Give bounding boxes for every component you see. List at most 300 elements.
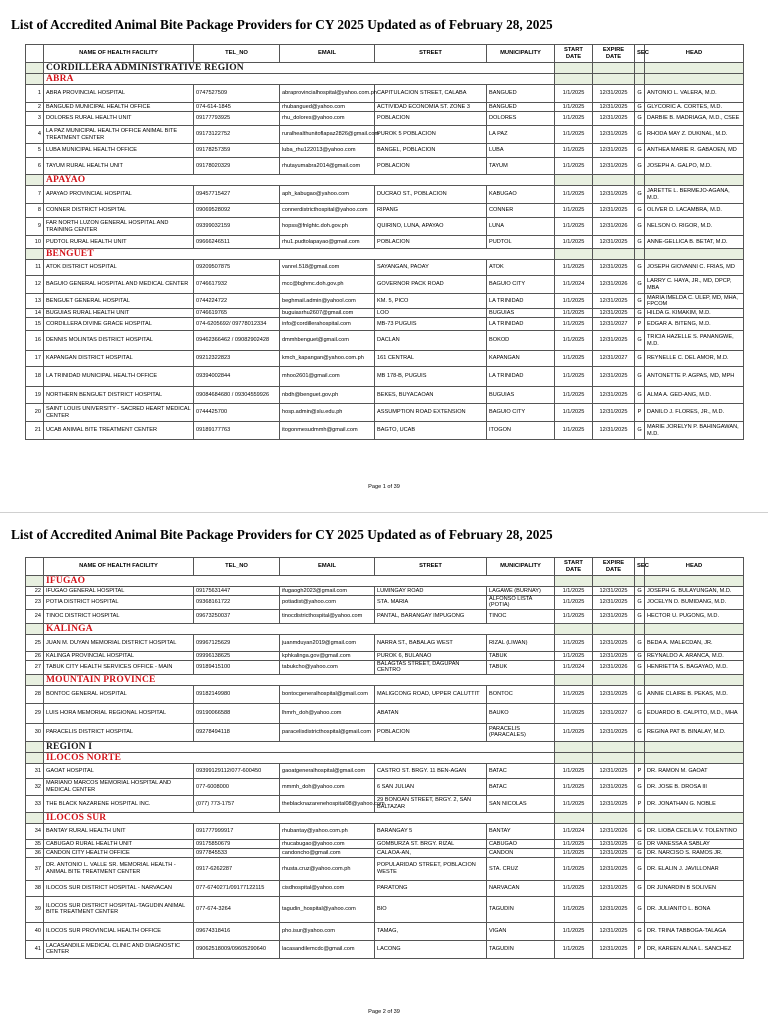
- head: REGINA PAT B. BINALAY, M.D.: [645, 723, 744, 741]
- start-date: 1/1/2025: [555, 404, 593, 422]
- start-date: 1/1/2025: [555, 703, 593, 723]
- facility-name: CANDON CITY HEALTH OFFICE: [44, 848, 194, 857]
- head: EDUARDO B. CALPITO, M.D., MHA: [645, 703, 744, 723]
- sec: G: [635, 351, 645, 367]
- start-date: 1/1/2025: [555, 186, 593, 204]
- head: DR, KAREEN ALNA L. SANCHEZ: [645, 940, 744, 958]
- expire-date: 12/31/2027: [593, 351, 635, 367]
- email: buguiasrhu2607@gmail.com: [280, 309, 375, 318]
- expire-date: 12/31/2025: [593, 609, 635, 623]
- tel-no: 09182149980: [194, 685, 280, 703]
- start-date: 1/1/2025: [555, 609, 593, 623]
- table-row: [26, 660, 744, 674]
- sec: P: [635, 940, 645, 958]
- expire-date: 12/31/2025: [593, 126, 635, 144]
- head: JOSEPH G. BULAYUNGAN, M.D.: [645, 587, 744, 596]
- street: LUMINGAY ROAD: [375, 587, 487, 596]
- row-spacer: [635, 674, 645, 685]
- row-spacer: [593, 741, 635, 752]
- start-date: 1/1/2025: [555, 634, 593, 651]
- street: KM. 5, PICO: [375, 294, 487, 309]
- table-row: [26, 839, 744, 848]
- row-spacer: [26, 63, 44, 74]
- street: RIPANG: [375, 204, 487, 218]
- start-date: 1/1/2025: [555, 260, 593, 276]
- table-body: [26, 63, 744, 440]
- street: BAGTO, UCAB: [375, 422, 487, 440]
- sec: G: [635, 276, 645, 294]
- table-row: [26, 318, 744, 331]
- province-header-row: [26, 74, 744, 85]
- email: kphkalinga.gov@gmail.com: [280, 651, 375, 660]
- email: hosp.admin@slu.edu.ph: [280, 404, 375, 422]
- table-row: [26, 218, 744, 236]
- municipality: TABUK: [487, 660, 555, 674]
- sec: G: [635, 112, 645, 126]
- row-number: 17: [26, 351, 44, 367]
- row-number: 34: [26, 823, 44, 839]
- facility-name: POTIA DISTRICT HOSPITAL: [44, 596, 194, 610]
- header-expire-date: EXPIRE DATE: [593, 45, 635, 63]
- municipality: BANGUED: [487, 85, 555, 103]
- row-number: 3: [26, 112, 44, 126]
- tel-no: 09674318416: [194, 922, 280, 940]
- email: cisdhospital@yahoo.com: [280, 880, 375, 896]
- row-spacer: [555, 752, 593, 763]
- expire-date: 12/31/2025: [593, 685, 635, 703]
- province-header-row: [26, 623, 744, 634]
- head: ANNIE CLAIRE B. PEKAS, M.D.: [645, 685, 744, 703]
- municipality: LUBA: [487, 144, 555, 158]
- facility-name: BENGUET GENERAL HOSPITAL: [44, 294, 194, 309]
- header-tel: TEL_NO: [194, 45, 280, 63]
- start-date: 1/1/2025: [555, 778, 593, 795]
- sec: P: [635, 763, 645, 778]
- expire-date: 12/31/2025: [593, 260, 635, 276]
- tel-no: 09394002844: [194, 367, 280, 387]
- start-date: 1/1/2025: [555, 763, 593, 778]
- expire-date: 12/31/2025: [593, 651, 635, 660]
- street: BALAGTAS STREET, DAGUPAN CENTRO: [375, 660, 487, 674]
- municipality: KABUGAO: [487, 186, 555, 204]
- expire-date: 12/31/2025: [593, 85, 635, 103]
- tel-no: 09368161722: [194, 596, 280, 610]
- row-spacer: [555, 623, 593, 634]
- head: DR. NARCISO S. RAMOS JR.: [645, 848, 744, 857]
- tel-no: 09190066588: [194, 703, 280, 723]
- facility-name: ABRA PROVINCIAL HOSPITAL: [44, 85, 194, 103]
- head: ANTONETTE P. AGPAS, MD, MPH: [645, 367, 744, 387]
- row-spacer: [593, 576, 635, 587]
- street: STA. MARIA: [375, 596, 487, 610]
- row-spacer: [593, 623, 635, 634]
- province-label: BENGUET: [44, 249, 555, 260]
- email: abraprovincialhospital@yahoo.com.ph: [280, 85, 375, 103]
- expire-date: 12/31/2025: [593, 186, 635, 204]
- tel-no: 0744224722: [194, 294, 280, 309]
- email: hopss@fnlghtc.doh.gov.ph: [280, 218, 375, 236]
- row-number: 19: [26, 387, 44, 404]
- region-header-row: [26, 63, 744, 74]
- table-row: [26, 857, 744, 880]
- head: DR. JULIANITO L. BONA: [645, 896, 744, 922]
- municipality: ATOK: [487, 260, 555, 276]
- province-header-row: [26, 249, 744, 260]
- tel-no: 074-6205692/ 09778012334: [194, 318, 280, 331]
- expire-date: 12/31/2025: [593, 795, 635, 812]
- municipality: BOKOD: [487, 331, 555, 351]
- head: JOCELYN D. BUMIDANG, M.D.: [645, 596, 744, 610]
- facility-name: BUGUIAS RURAL HEALTH UNIT: [44, 309, 194, 318]
- expire-date: 12/31/2025: [593, 404, 635, 422]
- municipality: DOLORES: [487, 112, 555, 126]
- expire-date: 12/31/2026: [593, 823, 635, 839]
- municipality: CABUGAO: [487, 839, 555, 848]
- row-number: 26: [26, 651, 44, 660]
- street: POBLACION: [375, 112, 487, 126]
- table-row: [26, 609, 744, 623]
- start-date: 1/1/2025: [555, 112, 593, 126]
- row-spacer: [635, 175, 645, 186]
- facility-name: SAINT LOUIS UNIVERSITY - SACRED HEART MEDICAL CENTER: [44, 404, 194, 422]
- row-spacer: [635, 63, 645, 74]
- page-footer: Page 2 of 39: [368, 1009, 400, 1015]
- table-row: [26, 309, 744, 318]
- row-number: 35: [26, 839, 44, 848]
- head: DR JUNARDIN B SOLIVEN: [645, 880, 744, 896]
- street: MB 178-B, PUGUIS: [375, 367, 487, 387]
- head: JOSEPH A. GALPO, M.D.: [645, 158, 744, 175]
- facility-name: GAOAT HOSPITAL: [44, 763, 194, 778]
- sec: G: [635, 651, 645, 660]
- facility-name: ILOCOS SUR DISTRICT HOSPITAL-TAGUDIN ANIMAL BITE TREATMENT CENTER: [44, 896, 194, 922]
- start-date: 1/1/2025: [555, 103, 593, 112]
- tel-no: 091777999917: [194, 823, 280, 839]
- province-header-row: [26, 576, 744, 587]
- row-spacer: [593, 812, 635, 823]
- table-header-row: [26, 45, 744, 63]
- municipality: RIZAL (LIWAN): [487, 634, 555, 651]
- tel-no: 0744425700: [194, 404, 280, 422]
- row-number: 37: [26, 857, 44, 880]
- head: GLYCORIC A. CORTES, M.D.: [645, 103, 744, 112]
- municipality: ALFONSO LISTA (POTIA): [487, 596, 555, 610]
- facility-name: BANTAY RURAL HEALTH UNIT: [44, 823, 194, 839]
- facility-name: ATOK DISTRICT HOSPITAL: [44, 260, 194, 276]
- table-row: [26, 351, 744, 367]
- expire-date: 12/31/2025: [593, 896, 635, 922]
- tel-no: 0747527509: [194, 85, 280, 103]
- street: GOMBURZA ST. BRGY. RIZAL: [375, 839, 487, 848]
- facility-name: CABUGAO RURAL HEALTH UNIT: [44, 839, 194, 848]
- row-spacer: [645, 249, 744, 260]
- table-row: [26, 186, 744, 204]
- table-row: [26, 940, 744, 958]
- facility-name: LUBA MUNICIPAL HEALTH OFFICE: [44, 144, 194, 158]
- facility-name: DOLORES RURAL HEALTH UNIT: [44, 112, 194, 126]
- province-header-row: [26, 175, 744, 186]
- municipality: BAUKO: [487, 703, 555, 723]
- sec: G: [635, 896, 645, 922]
- row-number: 9: [26, 218, 44, 236]
- sec: G: [635, 236, 645, 249]
- table-row: [26, 112, 744, 126]
- head: HILDA G. KIMAKIM, M.D.: [645, 309, 744, 318]
- head: NELSON O. RIGOR, M.D.: [645, 218, 744, 236]
- head: DR. TRINA TABBOGA-TALAGA: [645, 922, 744, 940]
- email: rhusta.cruz@yahoo.com.ph: [280, 857, 375, 880]
- email: rhubantay@yahoo.com.ph: [280, 823, 375, 839]
- email: beghmail.admin@yahool.com: [280, 294, 375, 309]
- table-row: [26, 587, 744, 596]
- sec: G: [635, 367, 645, 387]
- start-date: 1/1/2024: [555, 660, 593, 674]
- start-date: 1/1/2025: [555, 839, 593, 848]
- row-number: 16: [26, 331, 44, 351]
- start-date: 1/1/2025: [555, 331, 593, 351]
- head: MARIA IMELDA C. ULEP, MD, MHA, FPCOM: [645, 294, 744, 309]
- header-municipality: MUNICIPALITY: [487, 558, 555, 576]
- row-spacer: [593, 74, 635, 85]
- row-spacer: [645, 741, 744, 752]
- row-number: 22: [26, 587, 44, 596]
- head: DR. LIOBA CECILIA V. TOLENTINO: [645, 823, 744, 839]
- table-row: [26, 404, 744, 422]
- expire-date: 12/31/2025: [593, 204, 635, 218]
- tel-no: 09175631447: [194, 587, 280, 596]
- expire-date: 12/31/2025: [593, 387, 635, 404]
- table-row: [26, 158, 744, 175]
- street: PUROK 5 POBLACION: [375, 126, 487, 144]
- expire-date: 12/31/2025: [593, 331, 635, 351]
- sec: G: [635, 158, 645, 175]
- street: POBLACION: [375, 236, 487, 249]
- row-spacer: [26, 623, 44, 634]
- row-spacer: [645, 752, 744, 763]
- table-row: [26, 387, 744, 404]
- tel-no: 077-674-3264: [194, 896, 280, 922]
- start-date: 1/1/2025: [555, 587, 593, 596]
- municipality: BAGUIO CITY: [487, 404, 555, 422]
- start-date: 1/1/2025: [555, 685, 593, 703]
- table-row: [26, 880, 744, 896]
- email: mhoo2601@gmail.com: [280, 367, 375, 387]
- tel-no: 09209507875: [194, 260, 280, 276]
- street: 6 SAN JULIAN: [375, 778, 487, 795]
- street: QUIRINO, LUNA, APAYAO: [375, 218, 487, 236]
- row-number: 10: [26, 236, 44, 249]
- municipality: TINOC: [487, 609, 555, 623]
- head: DR. ELALIN J. JAVILLONAR: [645, 857, 744, 880]
- head: BEDA A. MALECDAN, JR.: [645, 634, 744, 651]
- facility-name: PUDTOL RURAL HEALTH UNIT: [44, 236, 194, 249]
- municipality: LA TRINIDAD: [487, 367, 555, 387]
- header-email: EMAIL: [280, 558, 375, 576]
- province-label: MOUNTAIN PROVINCE: [44, 674, 555, 685]
- municipality: BUGUIAS: [487, 309, 555, 318]
- facility-name: LUIS HORA MEMORIAL REGIONAL HOSPITAL: [44, 703, 194, 723]
- street: ACTIVIDAD ECONOMIA ST. ZONE 3: [375, 103, 487, 112]
- start-date: 1/1/2025: [555, 848, 593, 857]
- facility-name: DENNIS MOLINTAS DISTRICT HOSPITAL: [44, 331, 194, 351]
- sec: G: [635, 685, 645, 703]
- municipality: BANGUED: [487, 103, 555, 112]
- header-expire-date: EXPIRE DATE: [593, 558, 635, 576]
- email: tagudin_hospital@yahoo.com: [280, 896, 375, 922]
- row-spacer: [555, 576, 593, 587]
- email: lhmrh_doh@yahoo.com: [280, 703, 375, 723]
- municipality: TAYUM: [487, 158, 555, 175]
- facility-name: LA PAZ MUNICIPAL HEALTH OFFICE ANIMAL BITE TREATMENT CENTER: [44, 126, 194, 144]
- sec: G: [635, 218, 645, 236]
- row-number: 33: [26, 795, 44, 812]
- expire-date: 12/31/2025: [593, 144, 635, 158]
- head: JOSEPH GIOVANNI C. FRIAS, MD: [645, 260, 744, 276]
- header-num: [26, 45, 44, 63]
- street: BANGEL, POBLACION: [375, 144, 487, 158]
- row-number: 25: [26, 634, 44, 651]
- tel-no: 077-6740271/09177122115: [194, 880, 280, 896]
- head: TRICIA HAZELLE S. PANANGWE, M.D.: [645, 331, 744, 351]
- header-street: STREET: [375, 45, 487, 63]
- email: ifugaogh2023@gmail.com: [280, 587, 375, 596]
- facility-name: ILOCOS SUR DISTRICT HOSPITAL - NARVACAN: [44, 880, 194, 896]
- table-row: [26, 922, 744, 940]
- province-label: ABRA: [44, 74, 555, 85]
- sec: G: [635, 294, 645, 309]
- row-spacer: [26, 576, 44, 587]
- page-title: List of Accredited Animal Bite Package Providers for CY 2025 Updated as of February 28, 2025: [11, 17, 553, 32]
- row-spacer: [555, 74, 593, 85]
- tel-no: 0917-6262287: [194, 857, 280, 880]
- providers-table: [25, 44, 744, 440]
- expire-date: 12/31/2025: [593, 857, 635, 880]
- table-row: [26, 294, 744, 309]
- head: ALMA A. GED-ANG, M.D.: [645, 387, 744, 404]
- street: TAMAG,: [375, 922, 487, 940]
- email: pho.isur@yahoo.com: [280, 922, 375, 940]
- sec: G: [635, 857, 645, 880]
- table-row: [26, 685, 744, 703]
- municipality: BATAC: [487, 778, 555, 795]
- row-spacer: [26, 674, 44, 685]
- row-number: 40: [26, 922, 44, 940]
- sec: G: [635, 634, 645, 651]
- row-spacer: [645, 812, 744, 823]
- sec: G: [635, 880, 645, 896]
- facility-name: LACASANDILE MEDICAL CLINIC AND DIAGNOSTIC CENTER: [44, 940, 194, 958]
- municipality: TABUK: [487, 651, 555, 660]
- expire-date: 12/31/2026: [593, 218, 635, 236]
- sec: G: [635, 387, 645, 404]
- row-spacer: [635, 74, 645, 85]
- street: BARANGAY 5: [375, 823, 487, 839]
- sec: G: [635, 848, 645, 857]
- row-spacer: [635, 812, 645, 823]
- table-row: [26, 144, 744, 158]
- sec: G: [635, 126, 645, 144]
- row-number: 21: [26, 422, 44, 440]
- row-spacer: [635, 752, 645, 763]
- table-row: [26, 126, 744, 144]
- expire-date: 12/31/2025: [593, 848, 635, 857]
- start-date: 1/1/2025: [555, 795, 593, 812]
- expire-date: 12/31/2025: [593, 596, 635, 610]
- table-row: [26, 763, 744, 778]
- street: GOVERNOR PACK ROAD: [375, 276, 487, 294]
- street: DUCRAO ST., POBLACION: [375, 186, 487, 204]
- header-sec: SEC: [635, 558, 645, 576]
- tel-no: 09399129112/077-600450: [194, 763, 280, 778]
- sec: G: [635, 309, 645, 318]
- sec: P: [635, 404, 645, 422]
- table-row: [26, 795, 744, 812]
- street: SAYANGAN, PAOAY: [375, 260, 487, 276]
- row-spacer: [645, 576, 744, 587]
- start-date: 1/1/2024: [555, 823, 593, 839]
- head: ANNE-GELLICA B. BETAT, M.D.: [645, 236, 744, 249]
- street: PANTAL, BARANGAY IMPUGONG: [375, 609, 487, 623]
- street: ASSUMPTION ROAD EXTENSION: [375, 404, 487, 422]
- province-label: IFUGAO: [44, 576, 555, 587]
- tel-no: 09399032159: [194, 218, 280, 236]
- row-number: 30: [26, 723, 44, 741]
- row-spacer: [26, 74, 44, 85]
- sec: G: [635, 823, 645, 839]
- municipality: LUNA: [487, 218, 555, 236]
- table-row: [26, 85, 744, 103]
- row-spacer: [635, 623, 645, 634]
- head: RHODA MAY Z. DUKINAL, M.D.: [645, 126, 744, 144]
- tel-no: 09062518009/09605290640: [194, 940, 280, 958]
- email: gaoatgeneralhospital@gmail.com: [280, 763, 375, 778]
- province-label: KALINGA: [44, 623, 555, 634]
- email: bontocgeneralhospital@gmail.com: [280, 685, 375, 703]
- head: REYNALDO A. ARANCA, M.D.: [645, 651, 744, 660]
- page-title: List of Accredited Animal Bite Package Providers for CY 2025 Updated as of February 28, 2025: [11, 527, 553, 542]
- street: DACLAN: [375, 331, 487, 351]
- facility-name: TINOC DISTRICT HOSPITAL: [44, 609, 194, 623]
- row-number: 12: [26, 276, 44, 294]
- row-number: 32: [26, 778, 44, 795]
- municipality: ITOGON: [487, 422, 555, 440]
- row-number: 15: [26, 318, 44, 331]
- head: DARBIE B. MADRIAGA, M.D., CSEE: [645, 112, 744, 126]
- tel-no: 09178257359: [194, 144, 280, 158]
- tel-no: 09178020329: [194, 158, 280, 175]
- table-row: [26, 778, 744, 795]
- tel-no: 09462366462 / 09082902428: [194, 331, 280, 351]
- expire-date: 12/31/2025: [593, 587, 635, 596]
- table-row: [26, 103, 744, 112]
- email: tinocdistricthospital@yahoo.com: [280, 609, 375, 623]
- municipality: BAGUIO CITY: [487, 276, 555, 294]
- email: mcc@bghmc.doh.gov.ph: [280, 276, 375, 294]
- head: MARIE JORELYN P. BAHINGAWAN, M.D.: [645, 422, 744, 440]
- sec: G: [635, 422, 645, 440]
- row-spacer: [645, 623, 744, 634]
- expire-date: 12/31/2025: [593, 940, 635, 958]
- municipality: NARVACAN: [487, 880, 555, 896]
- tel-no: 09673250037: [194, 609, 280, 623]
- municipality: PUDTOL: [487, 236, 555, 249]
- start-date: 1/1/2025: [555, 940, 593, 958]
- start-date: 1/1/2025: [555, 422, 593, 440]
- municipality: LA TRINIDAD: [487, 294, 555, 309]
- facility-name: DR. ANTONIO L. VALLE SR. MEMORIAL HEALTH - ANIMAL BITE TREATMENT CENTER: [44, 857, 194, 880]
- sec: G: [635, 609, 645, 623]
- tel-no: (077) 773-1757: [194, 795, 280, 812]
